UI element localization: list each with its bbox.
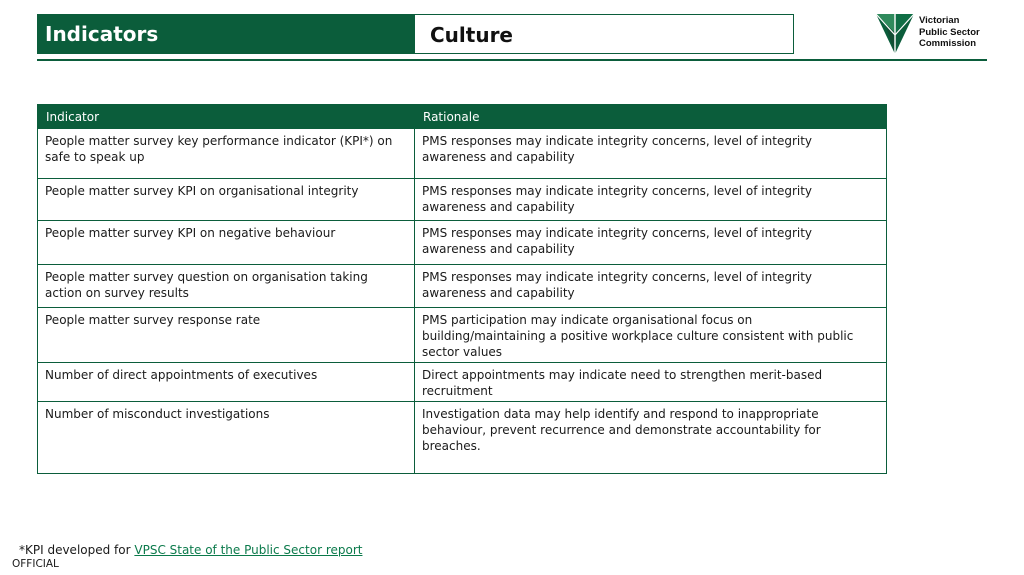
logo-line-3: Commission [919,38,977,49]
rationale-cell: Investigation data may help identify and respond to inappropriate behaviour, prevent recurrence and demonstrate accountability for breaches. [415,402,887,474]
rationale-cell: PMS responses may indicate integrity concerns, level of integrity awareness and capability [415,129,887,179]
header-divider [37,59,987,61]
footnote [19,543,362,557]
indicator-cell: People matter survey question on organisation taking action on survey results [38,265,415,308]
rationale-cell: PMS responses may indicate integrity concerns, level of integrity awareness and capability [415,265,887,308]
indicators-table [37,104,887,474]
table-row [38,402,887,474]
table-row [38,221,887,265]
table-row [38,129,887,179]
vpsc-logo [875,13,1005,55]
classification-label: OFFICIAL [12,558,59,570]
logo-line-1: Victorian [919,15,960,26]
page-title: Indicators [37,14,415,54]
report-link[interactable]: VPSC State of the Public Sector report [134,543,363,557]
rationale-cell: PMS participation may indicate organisational focus on building/maintaining a positive workplace culture consistent with public sector values [415,308,887,363]
indicator-cell: People matter survey KPI on negative behaviour [38,221,415,265]
column-header-indicator: Indicator [38,105,415,129]
logo-line-2: Public Sector [919,26,980,38]
indicator-cell: People matter survey KPI on organisational integrity [38,179,415,221]
rationale-cell: PMS responses may indicate integrity concerns, level of integrity awareness and capability [415,179,887,221]
indicator-cell: People matter survey key performance indicator (KPI*) on safe to speak up [38,129,415,179]
indicator-cell: People matter survey response rate [38,308,415,363]
rationale-cell: Direct appointments may indicate need to strengthen merit-based recruitment [415,363,887,402]
logo-wordmark [919,15,980,50]
section-title: Culture [415,14,794,54]
table-row [38,265,887,308]
table-row [38,308,887,363]
column-header-rationale: Rationale [415,105,887,129]
table-header-row [38,105,887,129]
rationale-cell: PMS responses may indicate integrity concerns, level of integrity awareness and capability [415,221,887,265]
indicator-cell: Number of misconduct investigations [38,402,415,474]
vpsc-logo-icon [875,13,915,55]
table-row [38,363,887,402]
table-row [38,179,887,221]
footnote-text: *KPI developed for [19,543,135,557]
indicator-cell: Number of direct appointments of executives [38,363,415,402]
header-bar [37,14,794,54]
